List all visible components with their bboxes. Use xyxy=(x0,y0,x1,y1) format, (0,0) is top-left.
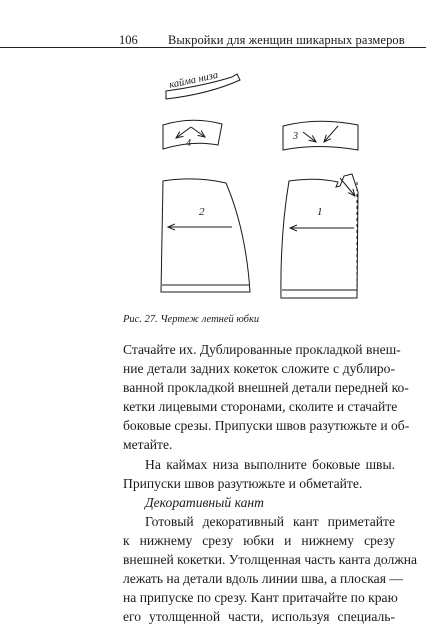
text-line: на припуске по срезу. Кант притачайте по краю xyxy=(123,590,398,606)
hem-band-label: кайма низа xyxy=(168,69,220,91)
body-text xyxy=(123,340,418,626)
text-line: метайте. xyxy=(123,437,173,453)
text-line: Припуски швов разутюжьте и обметайте. xyxy=(123,475,363,491)
text-line: внешней кокетки. Утолщенная часть канта должна xyxy=(123,552,418,568)
part-number-1: 1 xyxy=(317,206,323,218)
yoke-piece-4 xyxy=(163,120,222,149)
text-line: кетки лицевыми сторонами, сколите и стачайте xyxy=(123,399,398,415)
section-heading: Декоративный кант xyxy=(145,494,264,510)
skirt-pattern-drawing xyxy=(0,55,426,305)
text-line: ние детали задних кокеток сложите с дублиро- xyxy=(123,361,395,377)
text-line: Готовый декоративный кант приметайте xyxy=(145,513,395,529)
text-line: лежать на детали вдоль линии шва, а плоская — xyxy=(123,571,403,587)
text-line: его утолщенной части, используя специаль- xyxy=(123,609,395,625)
part-number-4: 4 xyxy=(186,138,191,149)
text-line: боковые срезы. Припуски швов разутюжьте и об- xyxy=(123,418,410,434)
page-number: 106 xyxy=(119,33,138,47)
text-line: к нижнему срезу юбки и нижнему срезу xyxy=(123,532,395,548)
part-number-3: 3 xyxy=(293,131,298,142)
header-rule xyxy=(0,47,426,48)
text-line: ванной прокладкой внешней детали передней ко- xyxy=(123,380,409,396)
skirt-piece-1 xyxy=(281,174,358,298)
skirt-piece-2 xyxy=(161,179,250,292)
text-line: На каймах низа выполните боковые швы. xyxy=(145,456,395,472)
part-number-2: 2 xyxy=(199,206,205,218)
running-title: Выкройки для женщин шикарных размеров xyxy=(168,33,405,47)
figure-caption: Рис. 27. Чертеж летней юбки xyxy=(123,314,260,325)
text-line: Стачайте их. Дублированные прокладкой внеш- xyxy=(123,342,401,357)
